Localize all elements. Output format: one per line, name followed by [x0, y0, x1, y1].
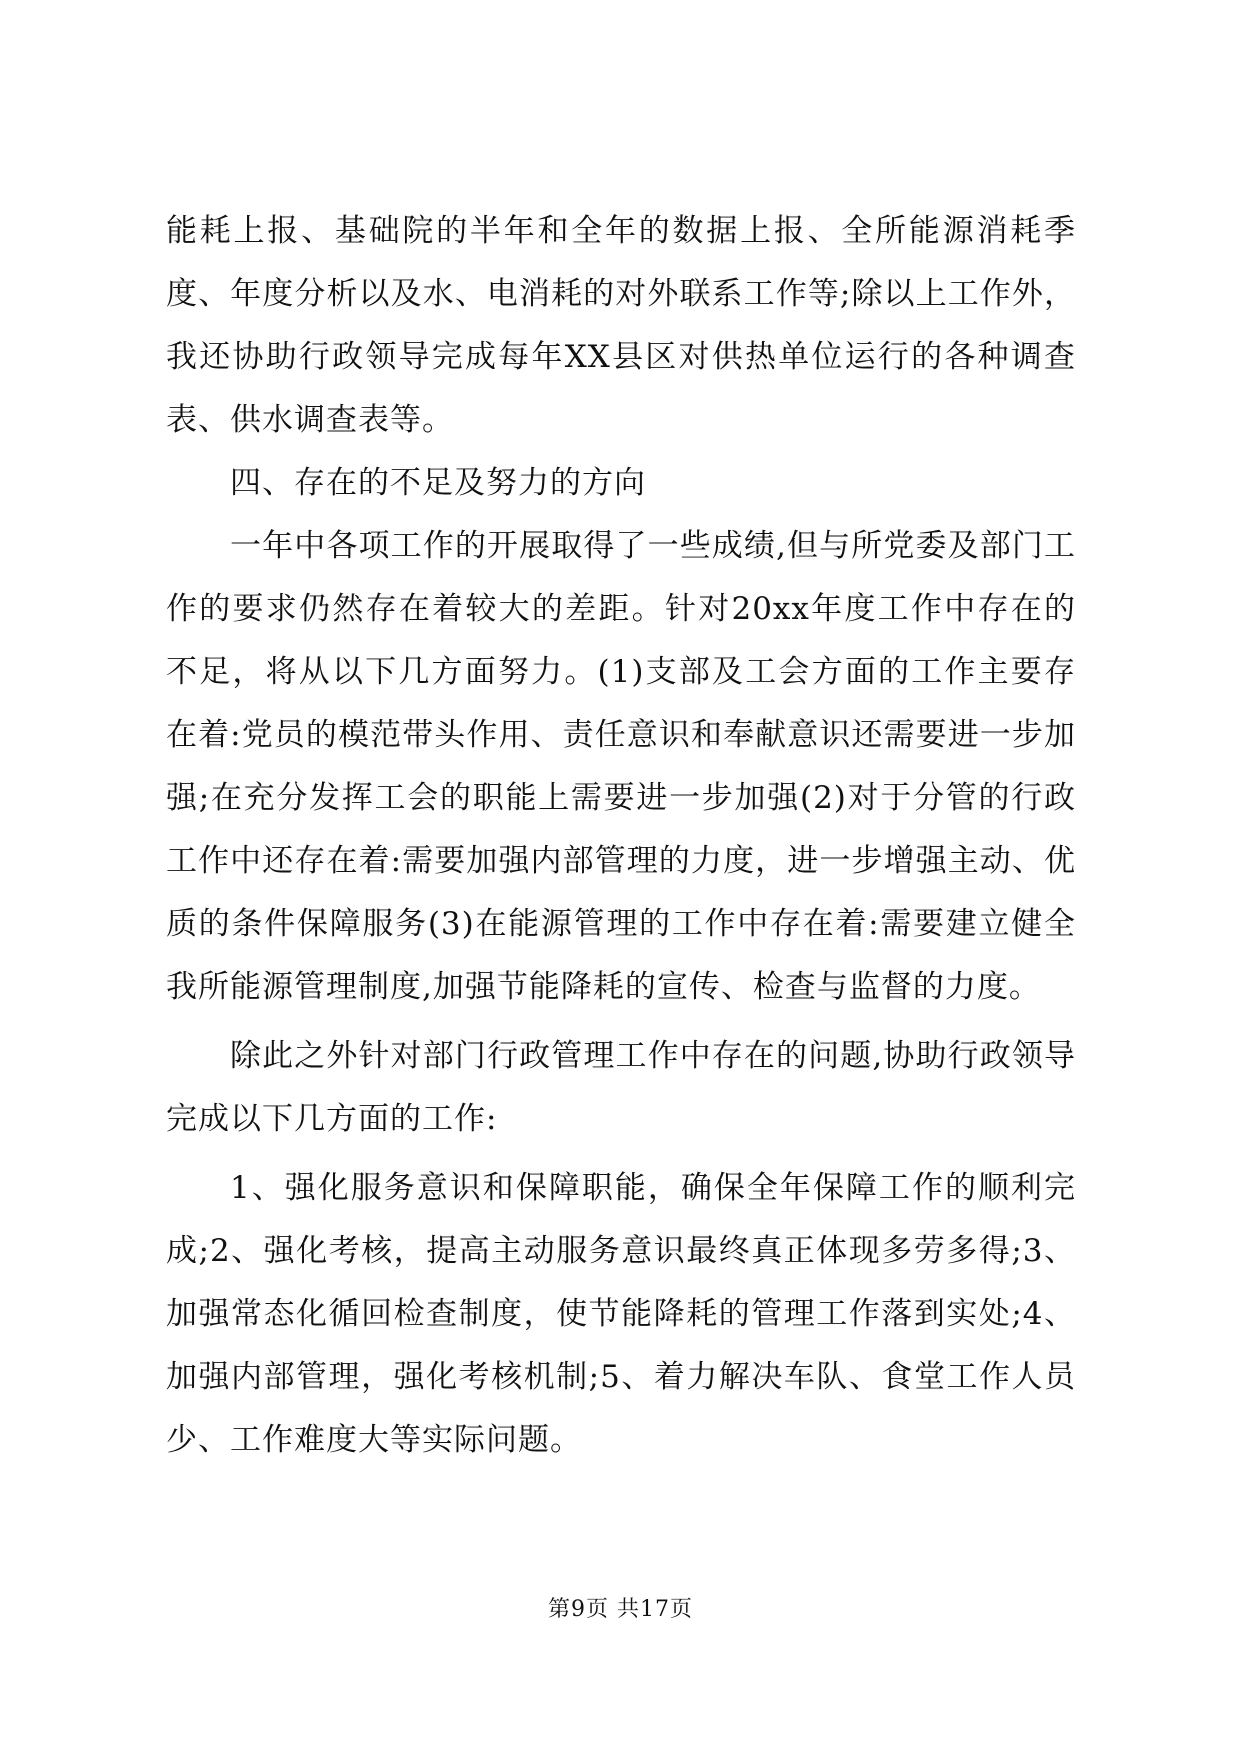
document-body — [166, 200, 1076, 1472]
page-number-footer: 第9页 共17页 — [548, 1597, 693, 1622]
paragraph-numbered-items: 1、强化服务意识和保障职能，确保全年保障工作的顺利完成;2、强化考核，提高主动服务意识最终真正体现多劳多得;3、加强常态化循回检查制度，使节能降耗的管理工作落到实处;4、加强内部管理，强化考核机制;5、着力解决车队、食堂工作人员少、工作难度大等实际问题。 — [166, 1170, 1076, 1458]
paragraph-additional-work: 除此之外针对部门行政管理工作中存在的问题,协助行政领导完成以下几方面的工作: — [166, 1038, 1076, 1137]
paragraph-shortcomings: 一年中各项工作的开展取得了一些成绩,但与所党委及部门工作的要求仍然存在着较大的差距。针对20xx年度工作中存在的不足，将从以下几方面努力。(1)支部及工会方面的工作主要存在着:党员的模范带头作用、责任意识和奉献意识还需要进一步加强;在充分发挥工会的职能上需要进一步加强(2)对于分管的行政工作中还存在着:需要加强内部管理的力度，进一步增强主动、优质的条件保障服务(3)在能源管理的工作中存在着:需要建立健全我所能源管理制度,加强节能降耗的宣传、检查与监督的力度。 — [166, 528, 1076, 1005]
paragraph-continuation: 能耗上报、基础院的半年和全年的数据上报、全所能源消耗季度、年度分析以及水、电消耗的对外联系工作等;除以上工作外，我还协助行政领导完成每年XX县区对供热单位运行的各种调查表、供水调查表等。 — [166, 213, 1076, 438]
section-heading: 四、存在的不足及努力的方向 — [230, 465, 646, 501]
